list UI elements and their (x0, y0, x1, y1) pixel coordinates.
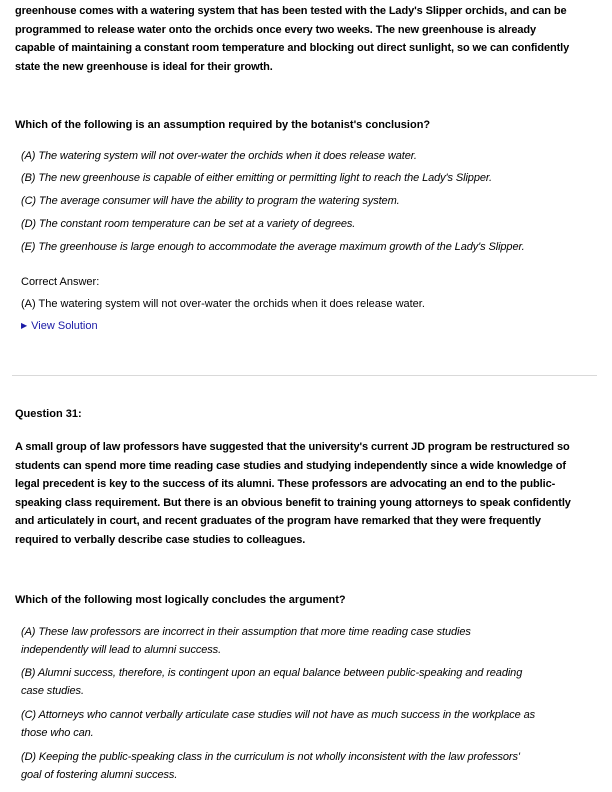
option-line: (A) These law professors are incorrect in their assumption that more time reading case studies (21, 626, 471, 638)
correct-answer-label: Correct Answer: (21, 276, 100, 288)
passage-line: state the new greenhouse is ideal for their growth. (15, 60, 273, 73)
passage-line: legal precedent is key to the success of its alumni. These professors are advocating an end to the public- (15, 478, 556, 491)
option-line: those who can. (21, 727, 94, 739)
passage-line: speaking class requirement. But there is an obvious benefit to training young attorneys to speak confidently (15, 496, 571, 509)
passage-line: A small group of law professors have suggested that the university's current JD program be restructured so (15, 441, 570, 453)
question-number: Question 31: (15, 408, 82, 420)
option-line: goal of fostering alumni success. (21, 769, 178, 781)
correct-answer-text: (A) The watering system will not over-water the orchids when it does release water. (21, 298, 425, 310)
passage-line: required to verbally describe case studies to colleagues. (15, 533, 306, 546)
option-line: case studies. (21, 685, 84, 697)
question-prompt: Which of the following most logically concludes the argument? (15, 594, 346, 606)
question-prompt: Which of the following is an assumption required by the botanist's conclusion? (15, 119, 431, 131)
option-line: independently will lead to alumni success. (21, 644, 222, 656)
expand-triangle-icon: ▶ (21, 321, 28, 330)
answer-option-c: (C) The average consumer will have the ability to program the watering system. (21, 195, 400, 207)
answer-option-c (21, 706, 606, 742)
passage-text (15, 438, 595, 550)
answer-option-e: (E) The greenhouse is large enough to accommodate the average maximum growth of the Lady's Slipper. (21, 241, 525, 253)
passage-line: programmed to release water onto the orchids once every two weeks. The new greenhouse is already (15, 23, 537, 36)
answer-option-b: (B) The new greenhouse is capable of either emitting or permitting light to reach the Lady's Slipper. (21, 172, 492, 184)
passage-line: capable of maintaining a constant room temperature and blocking out direct sunlight, so we can confidently (15, 42, 570, 55)
option-line: (D) Keeping the public-speaking class in the curriculum is not wholly inconsistent with the law professors' (21, 751, 520, 763)
option-line: (B) Alumni success, therefore, is contingent upon an equal balance between public-speaking and reading (21, 667, 523, 679)
passage-line: greenhouse comes with a watering system that has been tested with the Lady's Slipper orchids, and can be (15, 5, 567, 17)
passage-text (15, 2, 595, 76)
section-divider (12, 375, 597, 376)
answer-option-a (21, 623, 606, 659)
answer-option-b (21, 664, 606, 700)
answer-option-d: (D) The constant room temperature can be set at a variety of degrees. (21, 218, 356, 230)
answer-option-a: (A) The watering system will not over-water the orchids when it does release water. (21, 150, 417, 162)
view-solution-label: View Solution (31, 320, 98, 332)
option-line: (C) Attorneys who cannot verbally articulate case studies will not have as much success in the workplace as (21, 709, 536, 721)
answer-option-d (21, 748, 606, 784)
passage-line: and articulately in court, and recent graduates of the program have remarked that they were frequently (15, 515, 541, 528)
view-solution-toggle[interactable] (21, 320, 98, 332)
passage-line: students can spend more time reading case studies and studying independently since a wide knowledge of (15, 459, 566, 472)
